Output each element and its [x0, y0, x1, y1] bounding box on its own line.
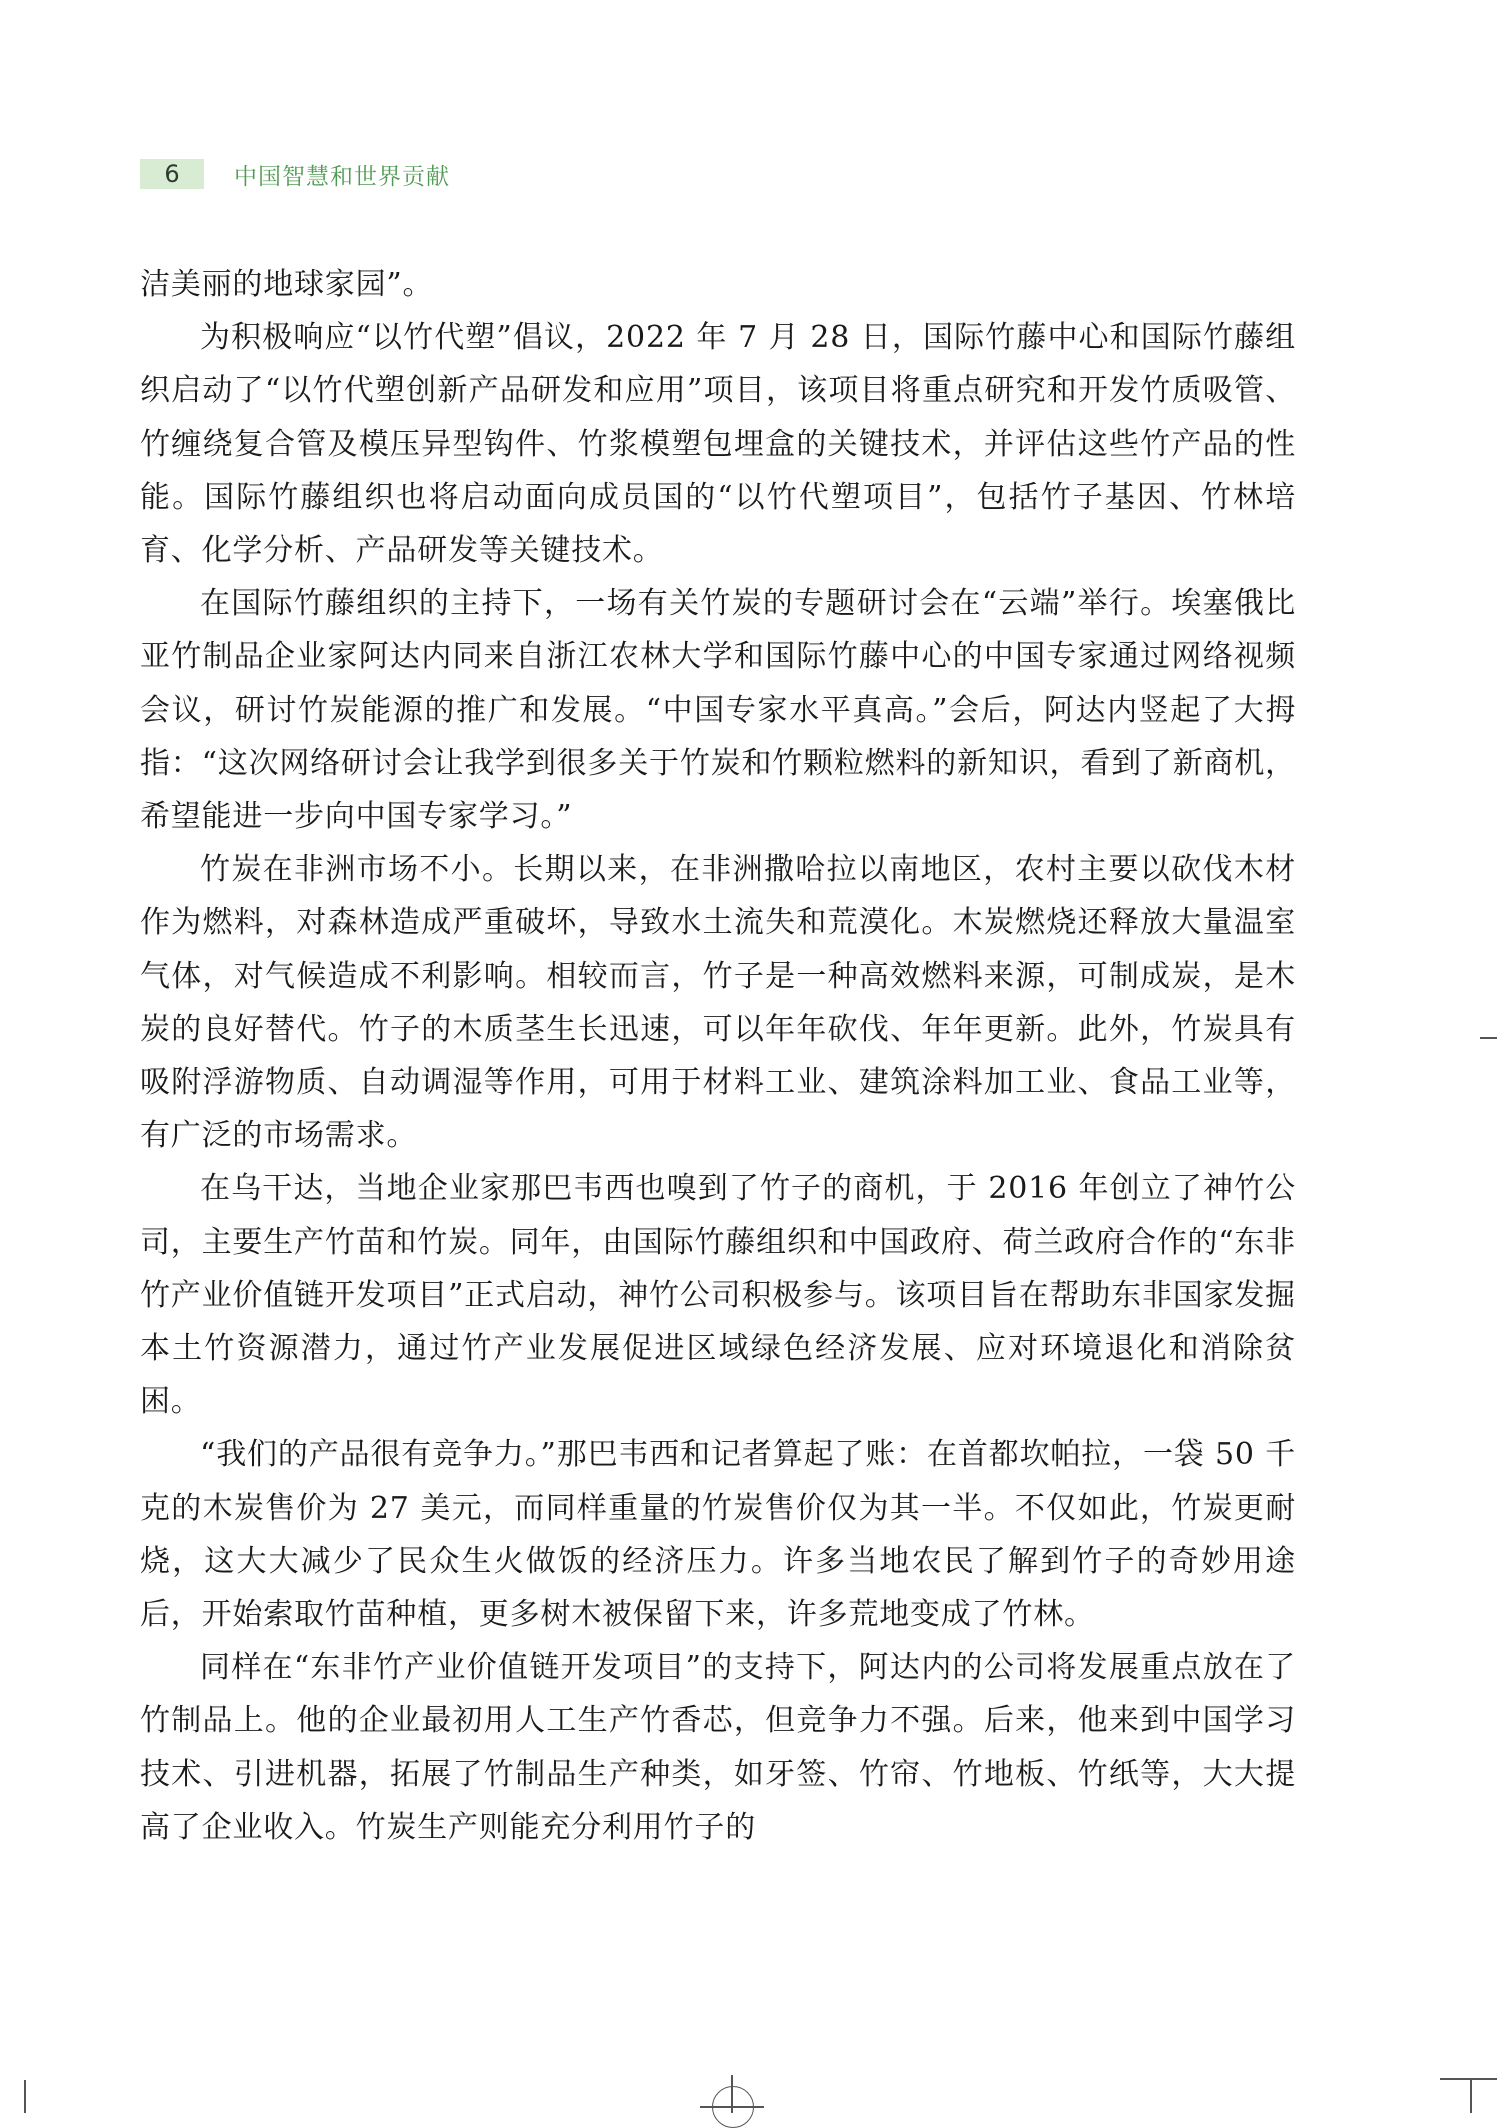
page-header [140, 158, 450, 190]
paragraph: 同样在“东非竹产业价值链开发项目”的支持下，阿达内的公司将发展重点放在了竹制品上。他的企业最初用人工生产竹香芯，但竞争力不强。后来，他来到中国学习技术、引进机器，拓展了竹制品生产种类，如牙签、竹帘、竹地板、竹纸等，大大提高了企业收入。竹炭生产则能充分利用竹子的 [140, 1650, 1296, 1845]
paragraph-continuation: 洁美丽的地球家园”。 [140, 267, 434, 302]
paragraph: “我们的产品很有竞争力。”那巴韦西和记者算起了账：在首都坎帕拉，一袋 50 千克的木炭售价为 27 美元，而同样重量的竹炭售价仅为其一半。不仅如此，竹炭更耐烧，这大大减少了民众生火做饭的经济压力。许多当地农民了解到竹子的奇妙用途后，开始索取竹苗种植，更多树木被保留下来，许多荒地变成了竹林。 [140, 1437, 1296, 1633]
paragraph: 在国际竹藤组织的主持下，一场有关竹炭的专题研讨会在“云端”举行。埃塞俄比亚竹制品企业家阿达内同来自浙江农林大学和国际竹藤中心的中国专家通过网络视频会议，研讨竹炭能源的推广和发展。“中国专家水平真高。”会后，阿达内竖起了大拇指：“这次网络研讨会让我学到很多关于竹炭和竹颗粒燃料的新知识，看到了新商机，希望能进一步向中国专家学习。” [140, 586, 1296, 835]
crop-mark-bottom-right-h [1440, 2078, 1497, 2080]
registration-mark-line-h [700, 2106, 764, 2108]
crop-mark-bottom-left [24, 2080, 26, 2113]
running-title: 中国智慧和世界贡献 [234, 163, 450, 190]
paragraph: 在乌干达，当地企业家那巴韦西也嗅到了竹子的商机，于 2016 年创立了神竹公司，主要生产竹苗和竹炭。同年，由国际竹藤组织和中国政府、荷兰政府合作的“东非竹产业价值链开发项目”正式启动，神竹公司积极参与。该项目旨在帮助东非国家发掘本土竹资源潜力，通过竹产业发展促进区域绿色经济发展、应对环境退化和消除贫困。 [140, 1171, 1296, 1420]
page-number: 6 [140, 159, 204, 189]
crop-mark-right-middle [1480, 1037, 1497, 1039]
paragraph: 竹炭在非洲市场不小。长期以来，在非洲撒哈拉以南地区，农村主要以砍伐木材作为燃料，对森林造成严重破坏，导致水土流失和荒漠化。木炭燃烧还释放大量温室气体，对气候造成不利影响。相较而言，竹子是一种高效燃料来源，可制成炭，是木炭的良好替代。竹子的木质茎生长迅速，可以年年砍伐、年年更新。此外，竹炭具有吸附浮游物质、自动调湿等作用，可用于材料工业、建筑涂料加工业、食品工业等，有广泛的市场需求。 [140, 852, 1296, 1154]
crop-mark-bottom-right-v [1470, 2080, 1472, 2113]
paragraph: 为积极响应“以竹代塑”倡议，2022 年 7 月 28 日，国际竹藤中心和国际竹藤组织启动了“以竹代塑创新产品研发和应用”项目，该项目将重点研究和开发竹质吸管、竹缠绕复合管及模压异型钩件、竹浆模塑包埋盒的关键技术，并评估这些竹产品的性能。国际竹藤组织也将启动面向成员国的“以竹代塑项目”，包括竹子基因、竹林培育、化学分析、产品研发等关键技术。 [140, 320, 1296, 569]
body-text [140, 258, 1296, 1854]
